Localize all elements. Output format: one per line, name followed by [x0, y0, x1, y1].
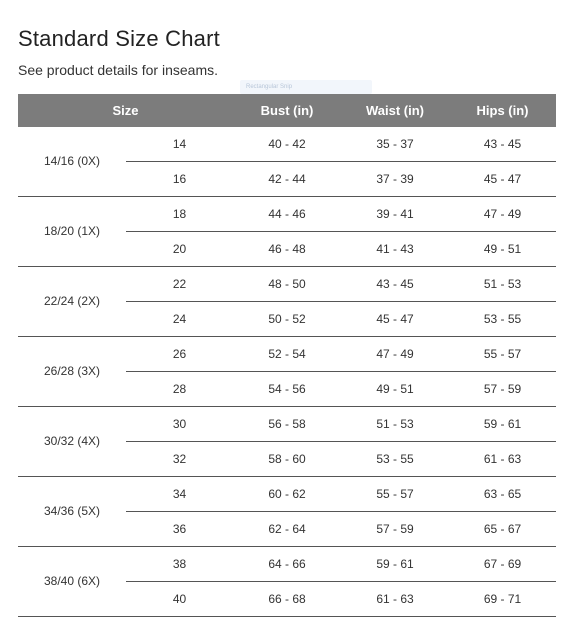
table-row: [126, 232, 556, 266]
bust-cell: 52 - 54: [268, 347, 306, 361]
waist-cell: 43 - 45: [376, 277, 414, 291]
size-group: [18, 477, 556, 547]
group-label: 30/32 (4X): [43, 434, 101, 448]
table-row: [126, 267, 556, 302]
bust-cell: 56 - 58: [268, 417, 306, 431]
header-size: Size: [112, 103, 139, 118]
size-group: [18, 407, 556, 477]
waist-cell: 37 - 39: [376, 172, 414, 186]
hips-cell: 51 - 53: [483, 277, 522, 291]
size-cell: 30: [172, 417, 187, 431]
table-row: [126, 477, 556, 512]
table-row: [126, 547, 556, 582]
bust-cell: 58 - 60: [268, 452, 306, 466]
waist-cell: 45 - 47: [376, 312, 414, 326]
size-cell: 38: [172, 557, 187, 571]
header-hips: Hips (in): [476, 103, 529, 118]
table-header: [18, 94, 556, 127]
hips-cell: 55 - 57: [483, 347, 522, 361]
header-waist: Waist (in): [365, 103, 424, 118]
bust-cell: 48 - 50: [268, 277, 306, 291]
table-row: [126, 442, 556, 476]
bust-cell: 64 - 66: [268, 557, 306, 571]
table-row: [126, 582, 556, 616]
size-cell: 20: [172, 242, 187, 256]
table-row: [126, 512, 556, 546]
group-label: 26/28 (3X): [43, 364, 101, 378]
waist-cell: 59 - 61: [376, 557, 414, 571]
waist-cell: 51 - 53: [376, 417, 414, 431]
size-cell: 36: [172, 522, 187, 536]
waist-cell: 49 - 51: [376, 382, 414, 396]
table-row: [126, 302, 556, 336]
hips-cell: 59 - 61: [483, 417, 522, 431]
hips-cell: 43 - 45: [483, 137, 522, 151]
hips-cell: 65 - 67: [483, 522, 522, 536]
bust-cell: 40 - 42: [268, 137, 306, 151]
size-cell: 16: [172, 172, 187, 186]
hips-cell: 45 - 47: [483, 172, 522, 186]
size-chart-table: [18, 94, 556, 617]
bust-cell: 42 - 44: [268, 172, 306, 186]
waist-cell: 47 - 49: [376, 347, 414, 361]
table-body: [18, 127, 556, 617]
waist-cell: 55 - 57: [376, 487, 414, 501]
hips-cell: 57 - 59: [483, 382, 522, 396]
group-label: 38/40 (6X): [43, 574, 101, 588]
size-cell: 28: [172, 382, 187, 396]
size-group: [18, 127, 556, 197]
table-row: [126, 372, 556, 406]
header-bust: Bust (in): [260, 103, 314, 118]
group-label: 18/20 (1X): [43, 224, 101, 238]
waist-cell: 61 - 63: [376, 592, 414, 606]
waist-cell: 57 - 59: [376, 522, 414, 536]
waist-cell: 53 - 55: [376, 452, 414, 466]
table-row: [126, 197, 556, 232]
snip-tooltip: Rectangular Snip: [240, 80, 372, 94]
table-row: [126, 407, 556, 442]
size-cell: 26: [172, 347, 187, 361]
bust-cell: 62 - 64: [268, 522, 306, 536]
group-label: 14/16 (0X): [43, 154, 101, 168]
waist-cell: 41 - 43: [376, 242, 414, 256]
hips-cell: 61 - 63: [483, 452, 522, 466]
bust-cell: 66 - 68: [268, 592, 306, 606]
waist-cell: 35 - 37: [376, 137, 414, 151]
size-cell: 40: [172, 592, 187, 606]
bust-cell: 54 - 56: [268, 382, 306, 396]
page-subtitle: See product details for inseams.: [18, 62, 218, 78]
waist-cell: 39 - 41: [376, 207, 414, 221]
size-group: [18, 197, 556, 267]
hips-cell: 67 - 69: [483, 557, 522, 571]
size-group: [18, 267, 556, 337]
size-group: [18, 337, 556, 407]
hips-cell: 63 - 65: [483, 487, 522, 501]
group-label: 22/24 (2X): [43, 294, 101, 308]
size-cell: 24: [172, 312, 187, 326]
size-cell: 14: [172, 137, 187, 151]
hips-cell: 49 - 51: [483, 242, 522, 256]
hips-cell: 69 - 71: [483, 592, 522, 606]
table-row: [126, 337, 556, 372]
hips-cell: 47 - 49: [483, 207, 522, 221]
bust-cell: 46 - 48: [268, 242, 306, 256]
hips-cell: 53 - 55: [483, 312, 522, 326]
bust-cell: 44 - 46: [268, 207, 306, 221]
table-row: [126, 162, 556, 196]
size-cell: 34: [172, 487, 187, 501]
page-title: Standard Size Chart: [18, 26, 220, 51]
bust-cell: 50 - 52: [268, 312, 306, 326]
group-label: 34/36 (5X): [43, 504, 101, 518]
bust-cell: 60 - 62: [268, 487, 306, 501]
table-row: [126, 127, 556, 162]
size-cell: 32: [172, 452, 187, 466]
size-group: [18, 547, 556, 617]
size-cell: 22: [172, 277, 187, 291]
size-cell: 18: [172, 207, 187, 221]
